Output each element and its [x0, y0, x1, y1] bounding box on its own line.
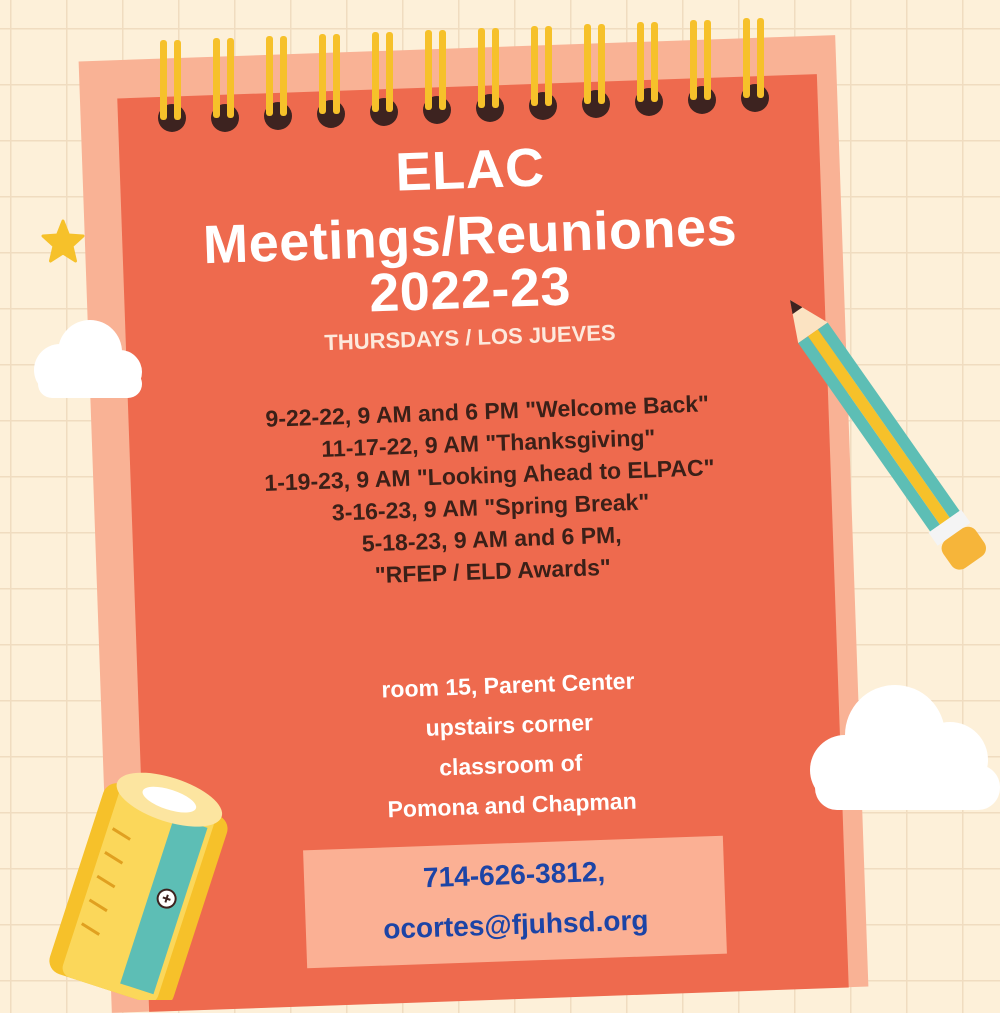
schedule-line: 9-22-22, 9 AM and 6 PM "Welcome Back"	[265, 390, 710, 432]
title-line-elac: ELAC	[394, 137, 546, 203]
location-line: upstairs corner	[425, 709, 594, 741]
contact-email[interactable]: ocortes@fjuhsd.org	[382, 904, 649, 945]
location-line: room 15, Parent Center	[380, 667, 635, 703]
schedule-line: 5-18-23, 9 AM and 6 PM,	[361, 521, 623, 557]
meeting-location	[157, 653, 862, 837]
title-line-year: 2022-23	[368, 256, 572, 324]
contact-phone[interactable]: 714-626-3812,	[422, 855, 606, 894]
spiral-binding	[150, 0, 800, 140]
schedule-line: 3-16-23, 9 AM "Spring Break"	[331, 488, 650, 526]
meeting-schedule	[137, 383, 843, 599]
schedule-line: "RFEP / ELD Awards"	[374, 553, 612, 589]
star-icon	[40, 218, 86, 264]
schedule-line: 11-17-22, 9 AM "Thanksgiving"	[320, 424, 656, 462]
contact-info	[303, 843, 726, 958]
schedule-line: 1-19-23, 9 AM "Looking Ahead to ELPAC"	[263, 454, 715, 496]
title-line-meetings: Meetings/Reuniones	[202, 196, 738, 276]
spiral-rings	[158, 18, 769, 132]
location-line: classroom of	[438, 749, 583, 781]
subtitle: THURSDAYS / LOS JUEVES	[323, 319, 617, 356]
location-line: Pomona and Chapman	[387, 787, 638, 823]
